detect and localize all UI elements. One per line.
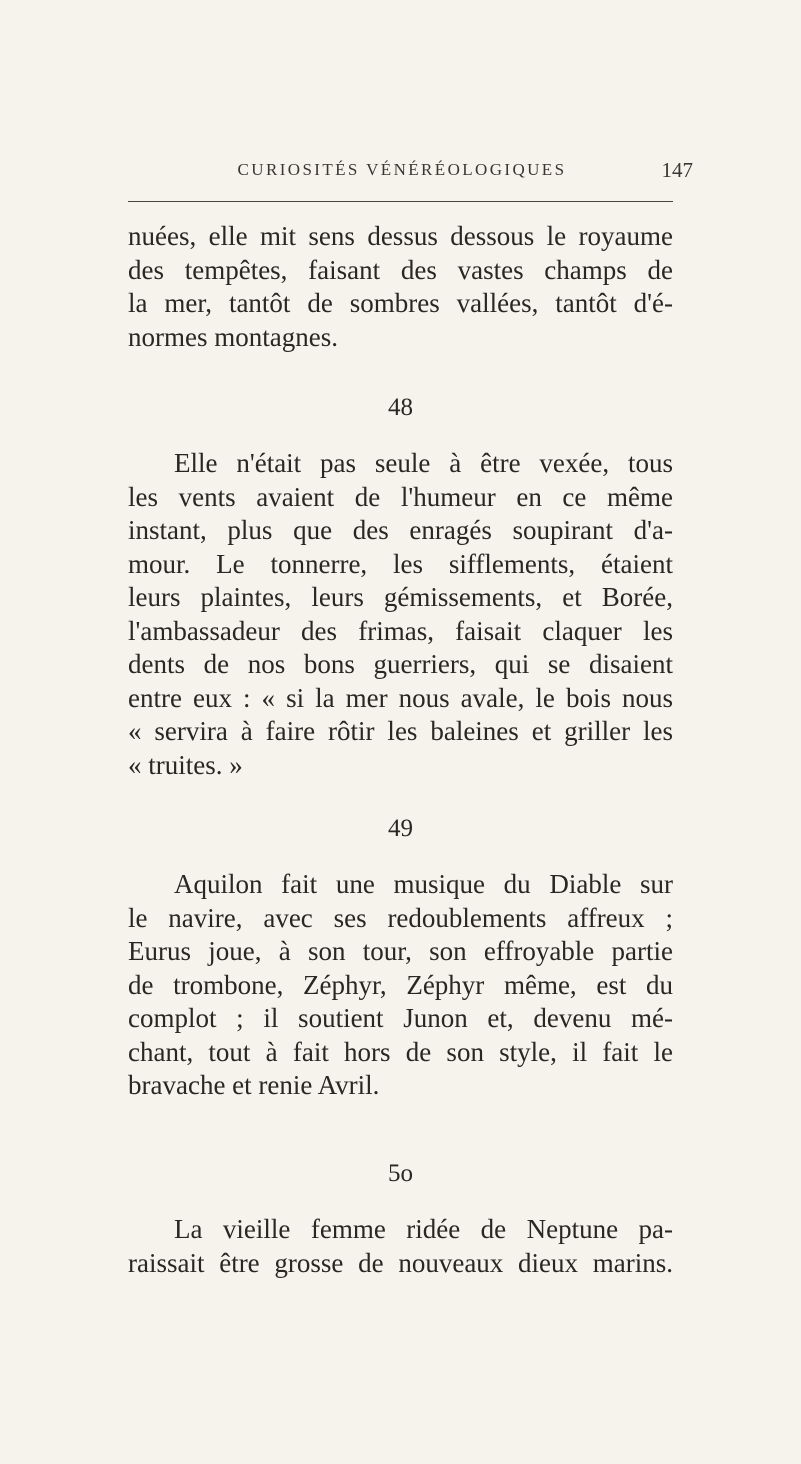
text-line: nuées, elle mit sens dessus dessous le royaume xyxy=(128,221,673,251)
text-line: l'ambassadeur des frimas, faisait claquer les xyxy=(128,615,673,646)
text-line: de trombone, Zéphyr, Zéphyr même, est du xyxy=(128,969,673,1000)
text-line: normes montagnes. xyxy=(128,321,338,352)
text-line: mour. Le tonnerre, les sifflements, étaient xyxy=(128,548,673,579)
running-title: CURIOSITÉS VÉNÉRÉOLOGIQUES xyxy=(237,160,567,179)
text-line: leurs plaintes, leurs gémissements, et Borée, xyxy=(128,582,673,612)
text-line: des tempêtes, faisant des vastes champs de xyxy=(128,254,673,285)
text-line: entre eux : « si la mer nous avale, le bois nous xyxy=(128,682,673,713)
text-line: complot ; il soutient Junon et, devenu mé- xyxy=(128,1003,673,1033)
section-number-50: 5o xyxy=(388,1160,413,1187)
running-head xyxy=(0,160,801,190)
section-number-49: 49 xyxy=(388,815,413,842)
paragraph-50 xyxy=(128,1213,673,1280)
text-line: La vieille femme ridée de Neptune pa- xyxy=(174,1214,673,1244)
paragraph-48 xyxy=(128,447,673,782)
text-line: Elle n'était pas seule à être vexée, tous xyxy=(174,448,673,478)
text-line: les vents avaient de l'humeur en ce même xyxy=(128,481,673,512)
text-line: la mer, tantôt de sombres vallées, tantôt d'é- xyxy=(128,288,673,318)
text-line: Eurus joue, à son tour, son effroyable partie xyxy=(128,936,673,966)
page-number: 147 xyxy=(661,158,693,182)
text-line: dents de nos bons guerriers, qui se disaient xyxy=(128,649,673,679)
text-line: bravache et renie Avril. xyxy=(128,1070,380,1100)
text-line: le navire, avec ses redoublements affreux ; xyxy=(128,902,673,933)
text-line: Aquilon fait une musique du Diable sur xyxy=(174,869,673,899)
text-line: « servira à faire rôtir les baleines et griller les xyxy=(128,716,673,746)
paragraph-49 xyxy=(128,868,673,1103)
paragraph-intro xyxy=(128,220,673,354)
text-line: raissait être grosse de nouveaux dieux marins. xyxy=(128,1247,673,1278)
text-line: « truites. » xyxy=(128,749,243,780)
text-line: instant, plus que des enragés soupirant d'a- xyxy=(128,515,673,545)
section-number-48: 48 xyxy=(388,394,413,421)
header-rule xyxy=(128,201,673,202)
text-line: chant, tout à fait hors de son style, il fait le xyxy=(128,1036,673,1067)
